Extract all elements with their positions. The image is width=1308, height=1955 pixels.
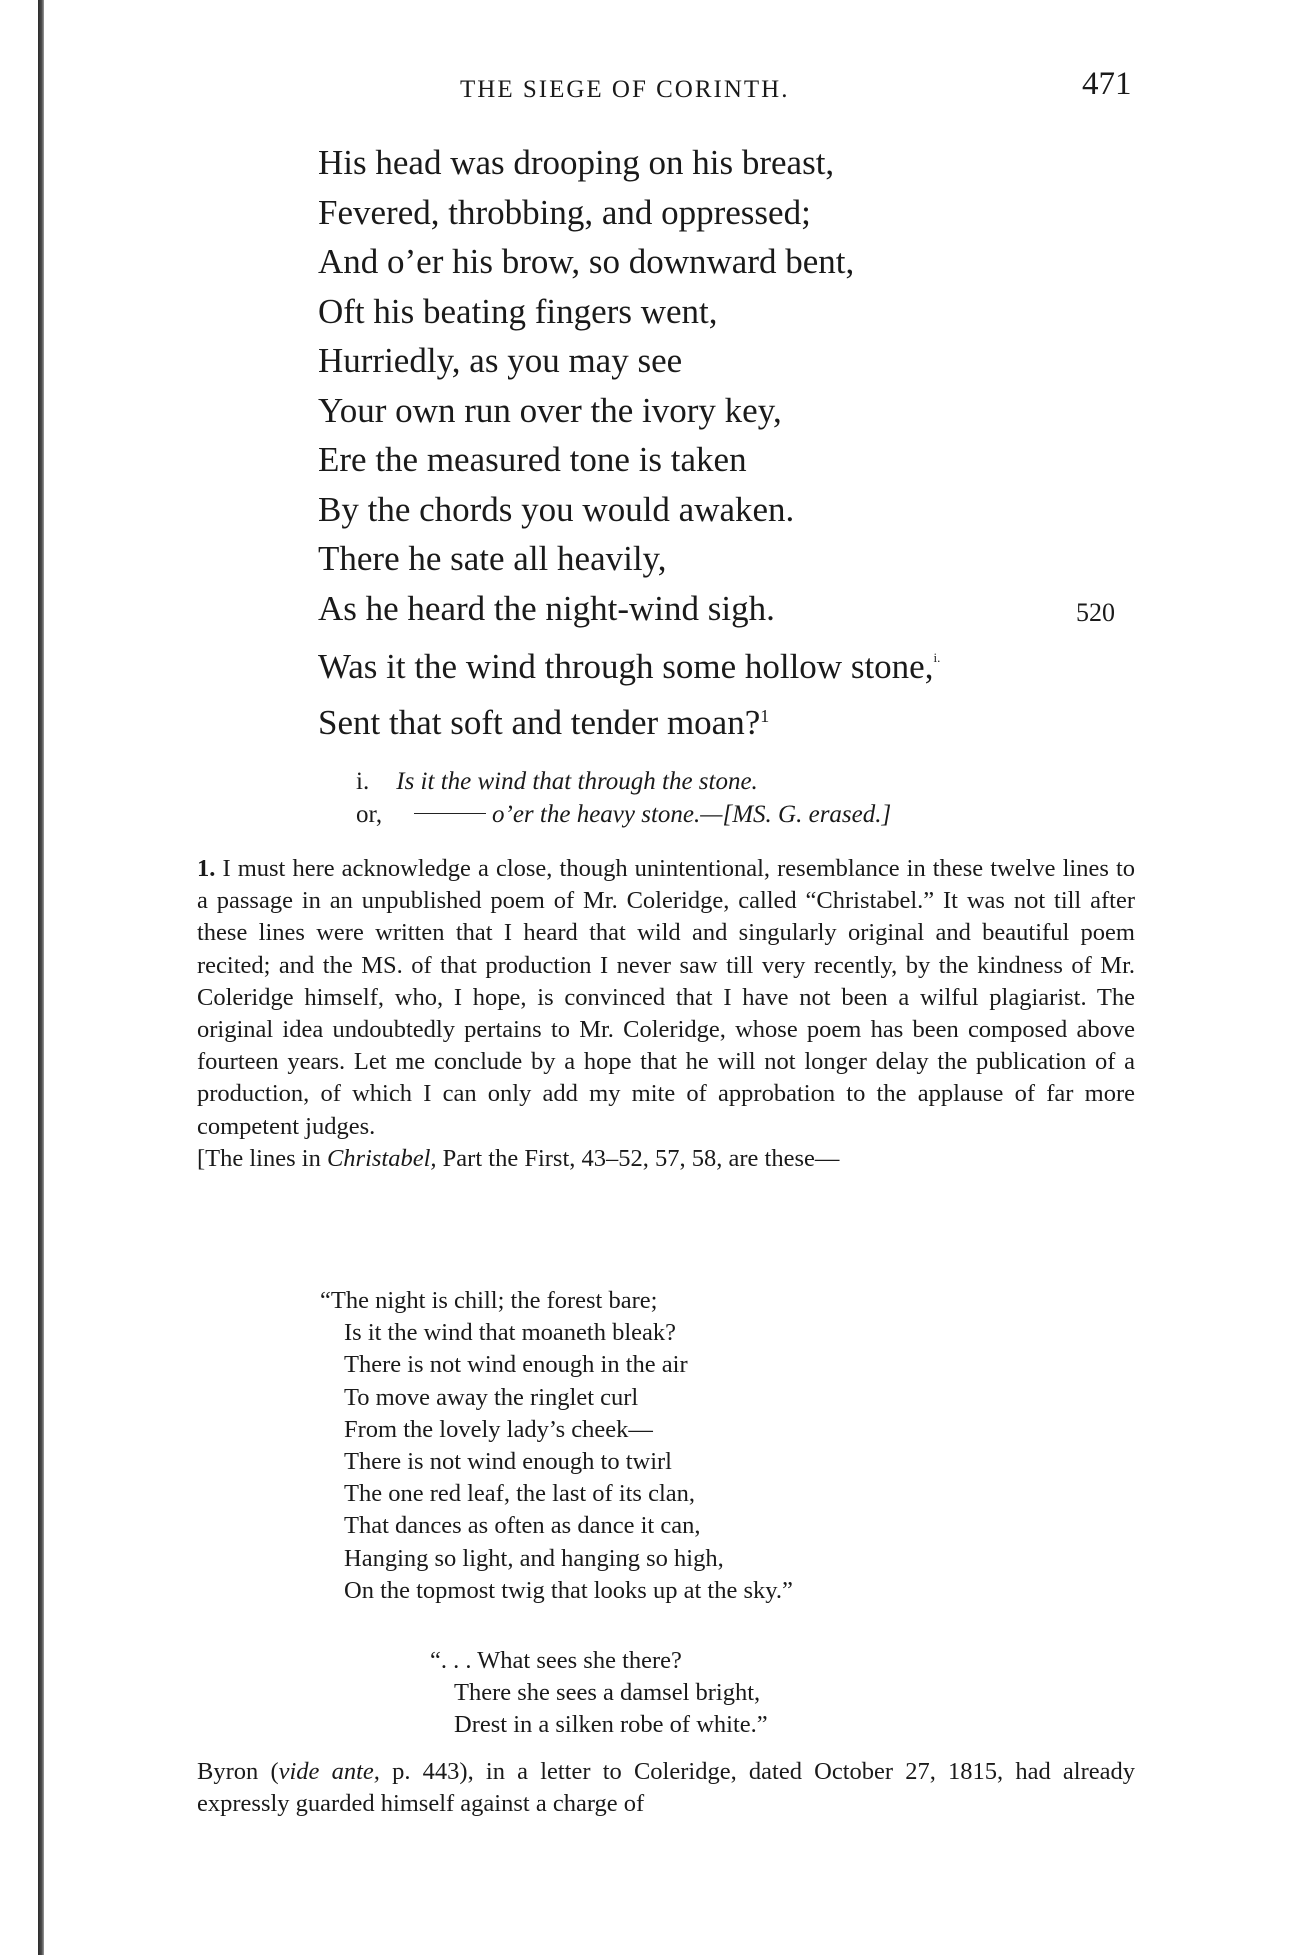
poem-line: Your own run over the ivory key,: [318, 390, 782, 430]
closing-pre: Byron (: [197, 1758, 279, 1785]
poem-line: Ere the measured tone is taken: [318, 440, 747, 479]
variant-marker: i.: [933, 650, 941, 665]
footnote-intro: [197, 1143, 1135, 1175]
variant-row: [356, 765, 891, 798]
variant-source: [MS. G. erased.]: [722, 801, 892, 828]
poem-line-text: Sent that soft and tender moan?: [318, 702, 761, 742]
quote-line: From the lovely lady’s cheek—: [344, 1415, 653, 1443]
poem-line-520: [318, 584, 1178, 634]
quote-line: Is it the wind that moaneth bleak?: [344, 1319, 677, 1347]
poem-line: [318, 692, 1178, 748]
quote-line: On the topmost twig that looks up at the sky.”: [344, 1576, 793, 1604]
quote-line: Hanging so light, and hanging so high,: [344, 1544, 724, 1572]
poem-line: His head was drooping on his breast,: [318, 143, 835, 182]
christabel-quote-second: [430, 1645, 768, 1742]
quote-line: There is not wind enough to twirl: [344, 1448, 672, 1476]
poem-line: By the chords you would awaken.: [318, 489, 795, 529]
line-number: 520: [1076, 597, 1115, 627]
variant-reading: Is it the wind that through the stone.: [396, 768, 758, 795]
closing-text: [197, 1756, 1135, 1820]
footnote-marker: 1.: [197, 855, 216, 882]
footnote-reference: 1: [760, 705, 770, 726]
poem-line: [318, 633, 1178, 692]
closing-ital: vide ante,: [278, 1758, 380, 1785]
intro-pre: [The lines in: [197, 1144, 327, 1172]
page-binding-edge: [38, 0, 44, 1955]
poem-line: Oft his beating fingers went,: [318, 291, 718, 331]
intro-title: Christabel,: [326, 1144, 437, 1172]
variant-key: i.: [356, 768, 370, 795]
quote-line: There is not wind enough in the air: [344, 1351, 688, 1379]
intro-post: Part the First, 43–52, 57, 58, are these—: [436, 1144, 840, 1172]
poem-line: And o’er his brow, so downward bent,: [318, 242, 855, 281]
quote-line: “The night is chill; the forest bare;: [320, 1287, 658, 1314]
quote-line: “. . . What sees she there?: [430, 1647, 682, 1674]
footnote: [197, 853, 1135, 1175]
variant-row: [356, 798, 891, 831]
poem-line-text: Was it the wind through some hollow stone,: [318, 647, 934, 686]
poem-line-text: As he heard the night-wind sigh.: [318, 588, 775, 628]
footnote-paragraph: [197, 853, 1135, 1143]
dash-rule: [414, 813, 486, 814]
closing-post: p. 443), in a letter to Coleridge, dated October 27, 1815, had already expressly guarded himself against a charge of: [197, 1758, 1135, 1818]
running-title: THE SIEGE OF CORINTH.: [460, 76, 790, 103]
variant-alt-reading: o’er the heavy stone.—: [492, 801, 723, 828]
footnote-text: I must here acknowledge a close, though unintentional, resemblance in these twelve lines to a passage in an unpublished poem of Mr. Coleridge, called “Christabel.” It was not till after these lines were written that I heard that wild and singularly original and beautiful poem recited; and the MS. of that production I never saw till very recently, by the kindness of Mr. Coleridge himself, who, I hope, is convinced that I have not been a wilful plagiarist. The original idea undoubtedly pertains to Mr. Coleridge, whose poem has been composed above fourteen years. Let me conclude by a hope that he will not longer delay the publication of a production, of which I can only add my mite of approbation to the applause of far more competent judges.: [197, 855, 1136, 1140]
poem-line: Hurriedly, as you may see: [318, 341, 683, 380]
quote-line: The one red leaf, the last of its clan,: [344, 1480, 696, 1508]
christabel-quote: [320, 1285, 793, 1607]
poem-line: There he sate all heavily,: [318, 539, 667, 578]
variant-or-label: or,: [356, 801, 383, 828]
poem-line: Fevered, throbbing, and oppressed;: [318, 192, 811, 232]
closing-paragraph: [197, 1756, 1135, 1820]
page-number: 471: [1082, 66, 1132, 102]
quote-line: To move away the ringlet curl: [344, 1383, 639, 1411]
quote-line: That dances as often as dance it can,: [344, 1512, 701, 1540]
quote-line: There she sees a damsel bright,: [454, 1679, 761, 1707]
variant-readings: [356, 765, 891, 831]
quote-line: Drest in a silken robe of white.”: [454, 1711, 768, 1739]
poem-stanza: [318, 138, 1178, 747]
